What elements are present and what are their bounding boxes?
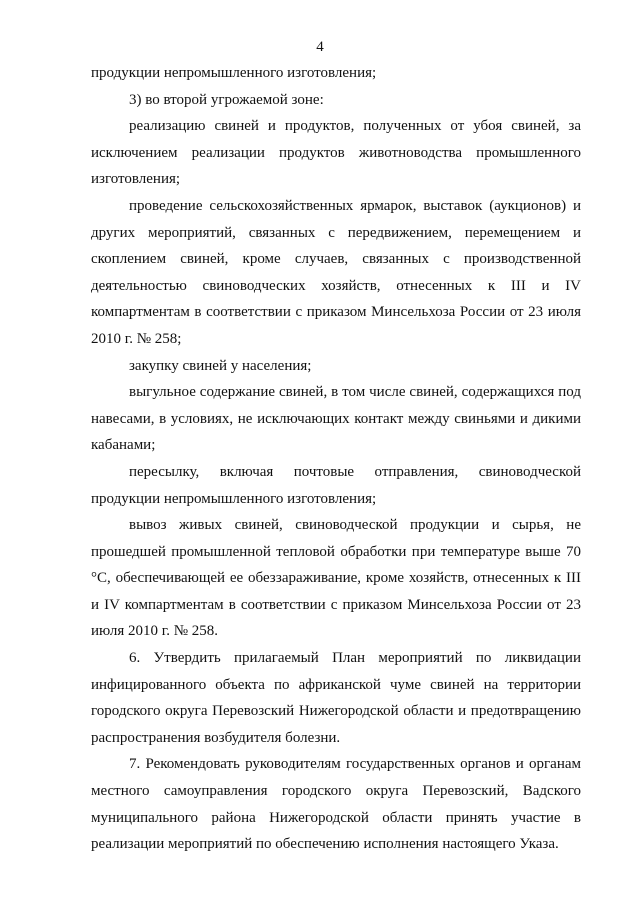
- paragraph-fairs-ban: проведение сельскохозяйственных ярмарок, выставок (аукционов) и других мероприятий, связанных с передвижением, перемещением и скоплением свиней, кроме случаев, связанных с производственной деятельностью свиноводческих хозяйств, отнесенных к III и IV компартментам в соответствии с приказом Минсельхоза России от 23 июля 2010 г. № 258;: [91, 197, 581, 347]
- paragraph-continuation: продукции непромышленного изготовления;: [91, 65, 377, 81]
- paragraph-sale-ban: реализацию свиней и продуктов, полученных от убоя свиней, за исключением реализации продуктов животноводства промышленного изготовления;: [91, 118, 581, 188]
- paragraph-shipment-ban: пересылку, включая почтовые отправления, свиноводческой продукции непромышленного изготовления;: [91, 463, 581, 507]
- paragraph-free-range-ban: выгульное содержание свиней, в том числе свиней, содержащихся под навесами, в условиях, не исключающих контакт между свиньями и дикими кабанами;: [91, 384, 581, 454]
- paragraph-second-zone-heading: 3) во второй угрожаемой зоне:: [129, 91, 324, 108]
- paragraph-export-ban: вывоз живых свиней, свиноводческой продукции и сырья, не прошедшей промышленной тепловой обработки при температуре выше 70 °С, обеспечивающей ее обеззараживание, кроме хозяйств, отнесенных к III и IV компартментам в соответствии с приказом Минсельхоза России от 23 июля 2010 г. № 258.: [91, 517, 581, 640]
- page-number: 4: [316, 39, 324, 55]
- paragraph-item-6: 6. Утвердить прилагаемый План мероприятий по ликвидации инфицированного объекта по африканской чуме свиней на территории городского округа Перевозский Нижегородской области и предотвращению распространения возбудителя болезни.: [91, 650, 581, 746]
- paragraph-item-7: 7. Рекомендовать руководителям государственных органов и органам местного самоуправления городского округа Перевозский, Вадского муниципального района Нижегородской области принять участие в реализации мероприятий по обеспечению исполнения настоящего Указа.: [91, 756, 581, 853]
- paragraph-purchase-ban: закупку свиней у населения;: [129, 357, 312, 374]
- document-body: [91, 60, 581, 858]
